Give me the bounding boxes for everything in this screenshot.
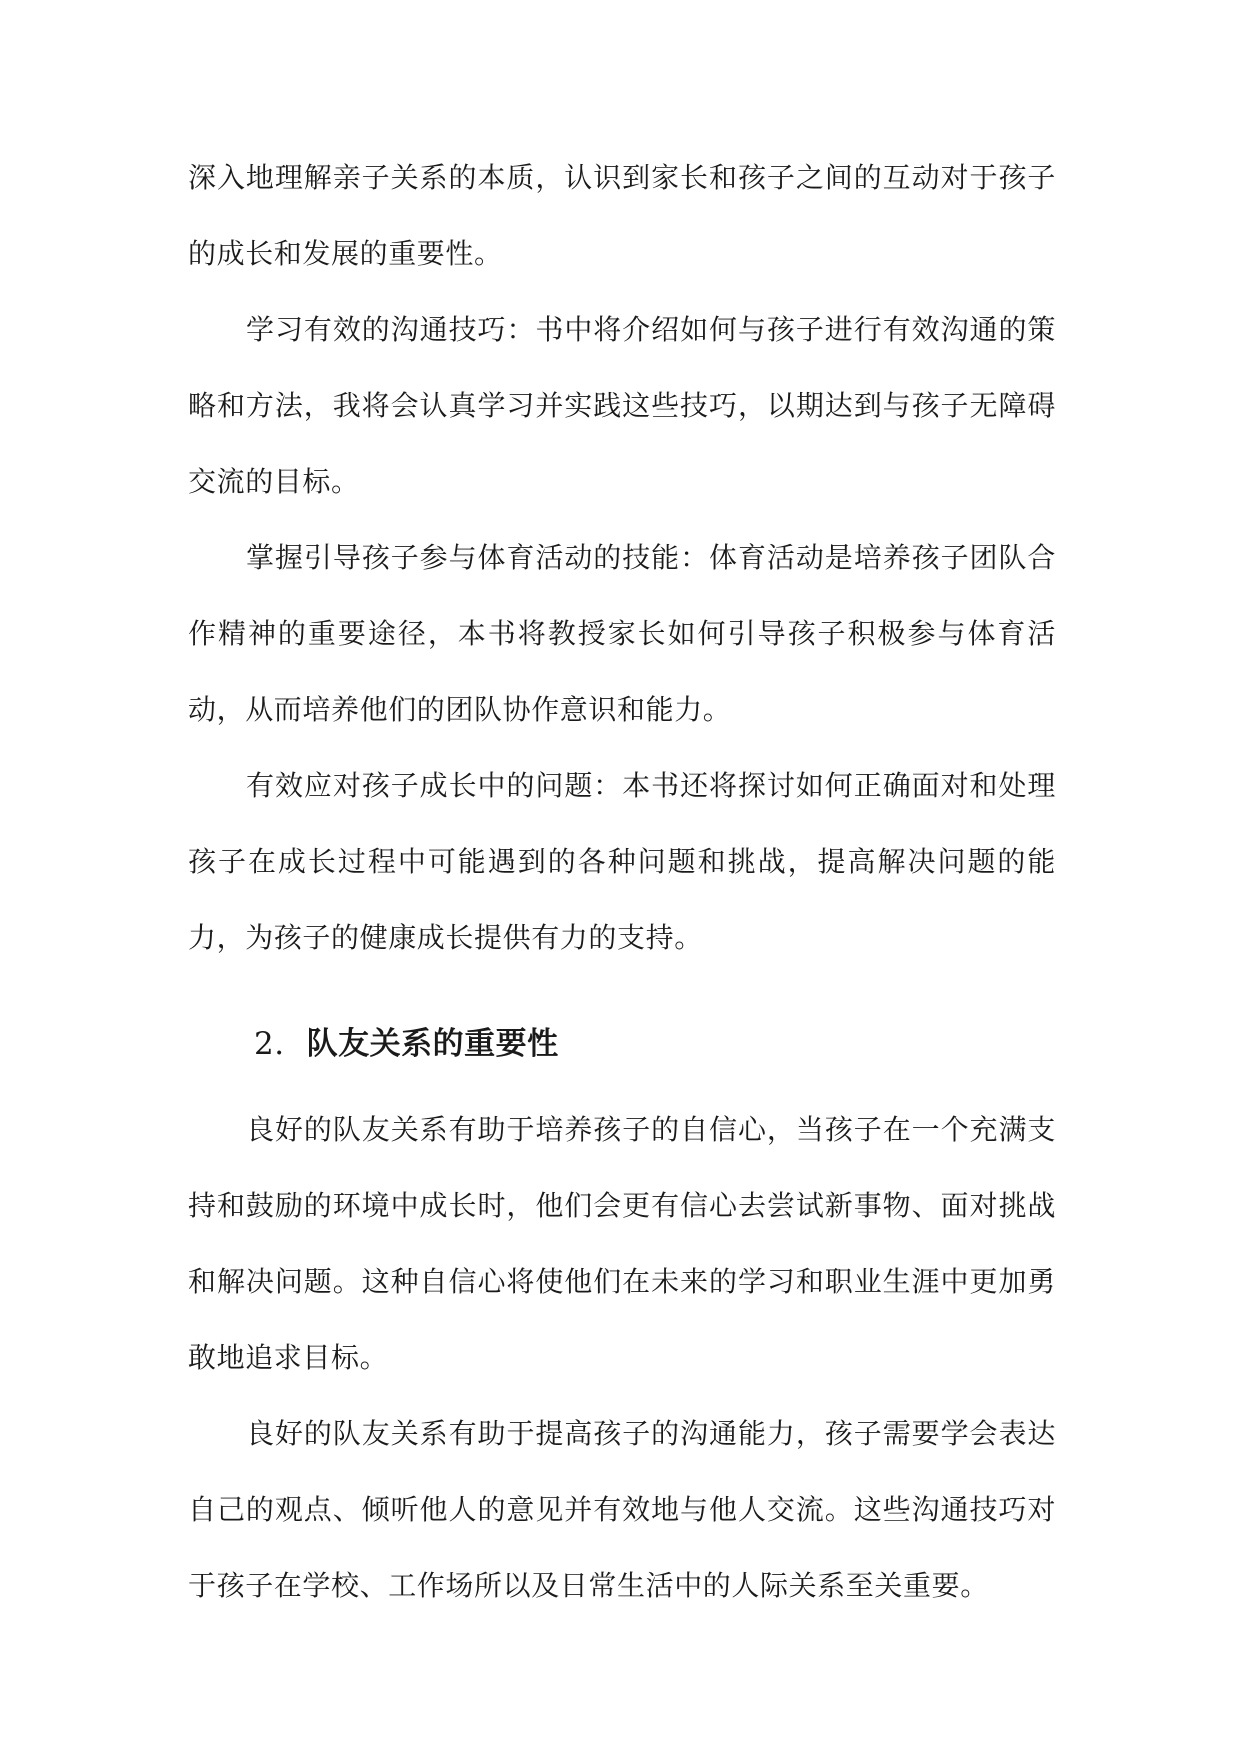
paragraph-growth-problems: 有效应对孩子成长中的问题：本书还将探讨如何正确面对和处理孩子在成长过程中可能遇到的各种问题和挑战，提高解决问题的能力，为孩子的健康成长提供有力的支持。 <box>188 769 1056 954</box>
paragraph-understanding-relationship: 深入地理解亲子关系的本质，认识到家长和孩子之间的互动对于孩子的成长和发展的重要性。 <box>188 161 1056 270</box>
paragraph-communication-ability: 良好的队友关系有助于提高孩子的沟通能力，孩子需要学会表达自己的观点、倾听他人的意见并有效地与他人交流。这些沟通技巧对于孩子在学校、工作场所以及日常生活中的人际关系至关重要。 <box>188 1417 1056 1602</box>
paragraph-confidence: 良好的队友关系有助于培养孩子的自信心，当孩子在一个充满支持和鼓励的环境中成长时，他们会更有信心去尝试新事物、面对挑战和解决问题。这种自信心将使他们在未来的学习和职业生涯中更加勇敢地追求目标。 <box>188 1113 1056 1374</box>
section-heading <box>188 996 1056 1092</box>
paragraph-communication-skills: 学习有效的沟通技巧：书中将介绍如何与孩子进行有效沟通的策略和方法，我将会认真学习并实践这些技巧，以期达到与孩子无障碍交流的目标。 <box>188 313 1056 498</box>
paragraph-sports-guidance: 掌握引导孩子参与体育活动的技能：体育活动是培养孩子团队合作精神的重要途径，本书将教授家长如何引导孩子积极参与体育活动，从而培养他们的团队协作意识和能力。 <box>188 541 1056 726</box>
document-body <box>188 140 1056 1624</box>
section-number: 2. <box>254 1026 285 1062</box>
section-title: 队友关系的重要性 <box>306 1026 559 1062</box>
